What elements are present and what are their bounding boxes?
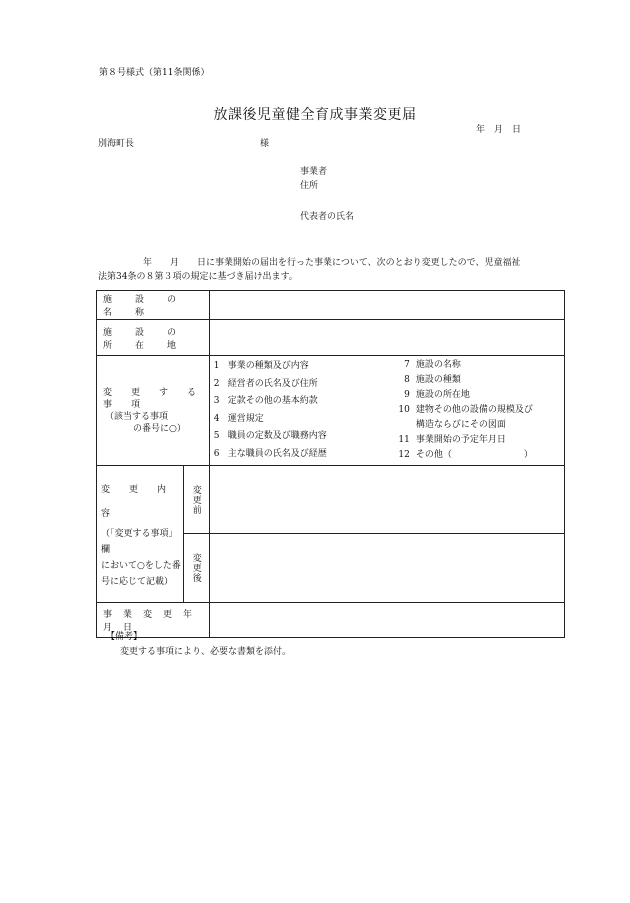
change-item-number: 11 <box>398 435 410 445</box>
change-item-text: 構造ならびにその図面 <box>415 420 506 430</box>
change-item[interactable] <box>390 358 560 373</box>
change-items-right <box>390 358 560 463</box>
change-item[interactable] <box>214 411 384 429</box>
change-date-field[interactable] <box>209 603 564 638</box>
change-item-number: 7 <box>404 360 410 370</box>
change-item-number: 10 <box>398 405 410 415</box>
change-item-text: 事業開始の予定年月日 <box>415 435 506 445</box>
change-item-text: 経営者の氏名及び住所 <box>227 378 318 389</box>
operator-label: 事業者 <box>300 167 328 177</box>
change-item-text: 主な職員の氏名及び経歴 <box>227 448 327 459</box>
change-items-list[interactable] <box>209 356 564 466</box>
addressee: 別海町長 <box>98 139 135 149</box>
change-item-text: 運営規定 <box>227 413 264 424</box>
change-item[interactable] <box>214 358 384 376</box>
change-item-number: 1 <box>213 361 220 371</box>
change-content-label: 変 更 内 容 （「変更する事項」欄 において○をした番 号に応じて記載） <box>97 466 184 603</box>
change-items-left <box>214 358 384 463</box>
change-item-text: 施設の種類 <box>415 375 461 385</box>
change-item-text: その他（ ） <box>415 450 533 460</box>
facility-location-label: 施 設 の 所 在 地 <box>97 320 210 356</box>
honorific: 様 <box>260 139 270 149</box>
change-item[interactable] <box>390 418 560 433</box>
change-item[interactable] <box>214 446 384 464</box>
after-field[interactable] <box>209 534 564 603</box>
change-item[interactable] <box>390 388 560 403</box>
form-number: 第８号様式（第11条関係） <box>99 68 210 78</box>
change-items-label: 変 更 す る 事 項 （該当する事項 の番号に○） <box>97 356 210 466</box>
change-item[interactable] <box>214 376 384 394</box>
change-item[interactable] <box>390 448 560 463</box>
date-line: 年 月 日 <box>476 125 522 135</box>
change-item[interactable] <box>390 403 560 418</box>
change-item-number: 4 <box>213 413 220 424</box>
change-item-number <box>390 418 410 433</box>
change-item-number: 12 <box>398 450 410 460</box>
before-field[interactable] <box>209 466 564 534</box>
change-item-text: 施設の名称 <box>415 360 461 370</box>
change-item-text: 事業の種類及び内容 <box>227 361 309 371</box>
remarks-text: 変更する事項により、必要な書類を添付。 <box>120 647 292 657</box>
body-line-1: 年 月 日に事業開始の届出を行った事業について、次のとおり変更したので、児童福祉 <box>98 258 521 268</box>
change-item-text: 施設の所在地 <box>415 390 470 400</box>
before-label: 変更前 <box>183 466 209 534</box>
change-item[interactable] <box>390 373 560 388</box>
address-label: 住所 <box>300 181 319 191</box>
body-line-2: 法第34条の８第３項の規定に基づき届け出ます。 <box>98 272 298 282</box>
change-item[interactable] <box>390 433 560 448</box>
change-item-text: 定款その他の基本約款 <box>227 396 318 406</box>
change-item-number: 9 <box>404 390 410 400</box>
change-form-table <box>96 290 565 638</box>
change-date-label: 事 業 変 更 年 月 日 <box>97 603 210 638</box>
change-item-number: 3 <box>213 396 220 406</box>
change-item-number: 6 <box>213 448 220 459</box>
change-item[interactable] <box>214 393 384 411</box>
change-item-number: 5 <box>213 431 220 441</box>
representative-label: 代表者の氏名 <box>300 212 355 222</box>
change-item-text: 職員の定数及び職務内容 <box>227 431 327 441</box>
change-item-number: 2 <box>213 378 220 389</box>
facility-name-label: 施 設 の 名 称 <box>97 291 210 320</box>
document-title: 放課後児童健全育成事業変更届 <box>213 107 417 123</box>
change-item[interactable] <box>214 428 384 446</box>
remarks-heading: 【備考】 <box>106 632 143 642</box>
facility-location-field[interactable] <box>209 320 564 356</box>
change-item-text: 建物その他の設備の規模及び <box>415 405 533 415</box>
after-label: 変更後 <box>183 534 209 603</box>
body-paragraph <box>98 256 568 284</box>
change-item-number: 8 <box>404 375 410 385</box>
facility-name-field[interactable] <box>209 291 564 320</box>
